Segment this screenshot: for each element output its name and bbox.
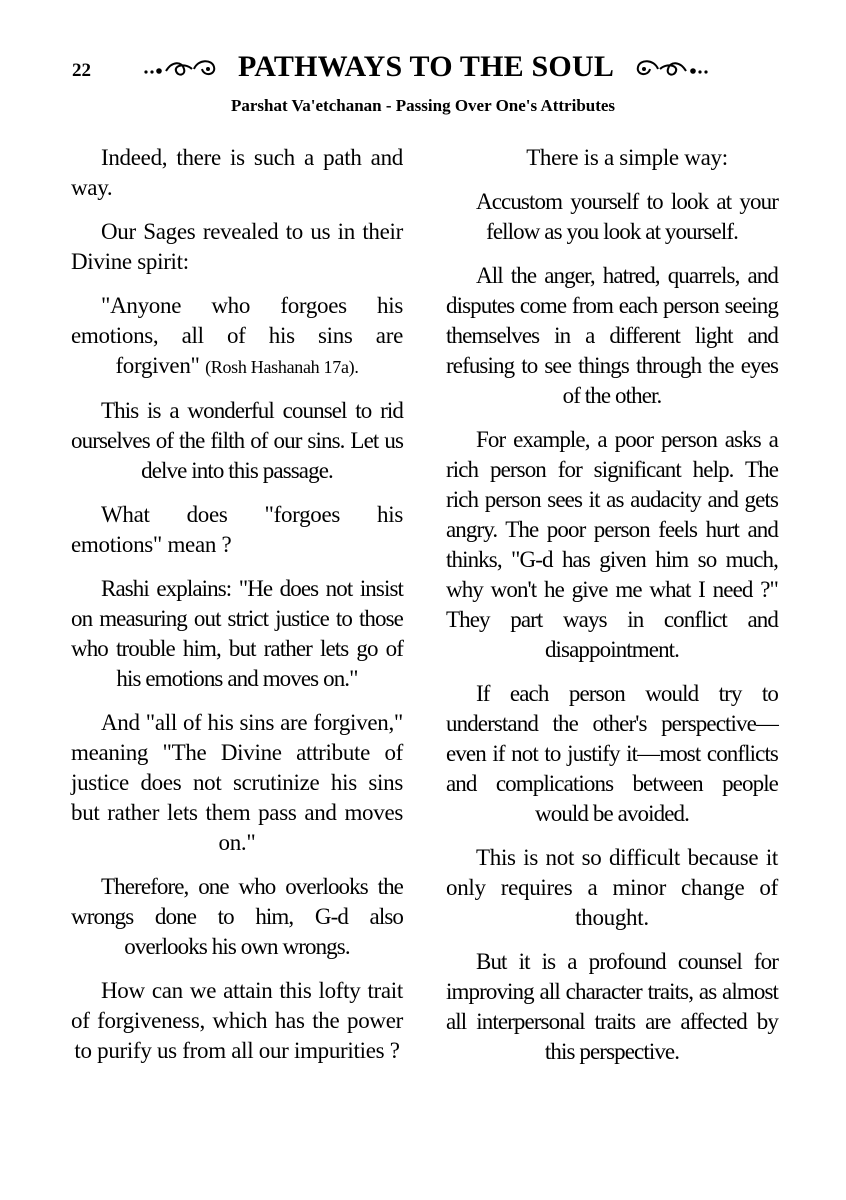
paragraph: All the anger, hatred, quarrels, and disputes come from each person seeing themselves in a different light and refusing to see things through the eyes of the other. [446,263,778,408]
paragraph: Rashi explains: "He does not insist on measuring out strict justice to those who trouble him, but rather lets go of his emotions and moves on." [71,576,403,691]
paragraph: But it is a profound counsel for improving all character traits, as almost all interpersonal traits are affected by this perspective. [446,949,778,1064]
citation: (Rosh Hashanah 17a). [205,357,359,377]
paragraph [71,291,403,382]
paragraph: If each person would try to understand the other's perspective—even if not to justify it—most conflicts and complications between people would be avoided. [446,681,778,826]
paragraph: There is a simple way: [526,145,728,170]
left-column [71,143,403,1080]
paragraph: Indeed, there is such a path and way. [71,145,403,200]
right-column [446,143,778,1081]
paragraph: And "all of his sins are forgiven," meaning "The Divine attribute of justice does not scrutinize his sins but rather lets them pass and moves on." [71,710,403,855]
paragraph: This is a wonderful counsel to rid ourselves of the filth of our sins. Let us delve into this passage. [71,398,403,483]
paragraph: What does "forgoes his emotions" mean ? [71,502,403,557]
paragraph: Therefore, one who overlooks the wrongs done to him, G-d also overlooks his own wrongs. [71,874,403,959]
paragraph: Accustom yourself to look at your fellow as you look at yourself. [476,189,778,244]
paragraph: How can we attain this lofty trait of forgiveness, which has the power to purify us from all our impurities ? [71,978,403,1063]
running-header [136,50,716,84]
left-ornament-icon [142,55,230,79]
paragraph: Our Sages revealed to us in their Divine spirit: [71,219,403,274]
paragraph: This is not so difficult because it only requires a minor change of thought. [446,845,778,930]
quote-text: "Anyone who forgoes his emotions, all of his sins are forgiven" [71,293,403,378]
header-subtitle: Parshat Va'etchanan - Passing Over One's Attributes [230,96,616,115]
page-number: 22 [72,60,91,81]
right-ornament-icon [622,55,710,79]
paragraph: For example, a poor person asks a rich person for significant help. The rich person sees it as audacity and gets angry. The poor person feels hurt and thinks, "G-d has given him so much, why won't he give me what I need ?" They part ways in conflict and disappointment. [446,427,778,662]
header-title: PATHWAYS TO THE SOUL [237,50,615,83]
